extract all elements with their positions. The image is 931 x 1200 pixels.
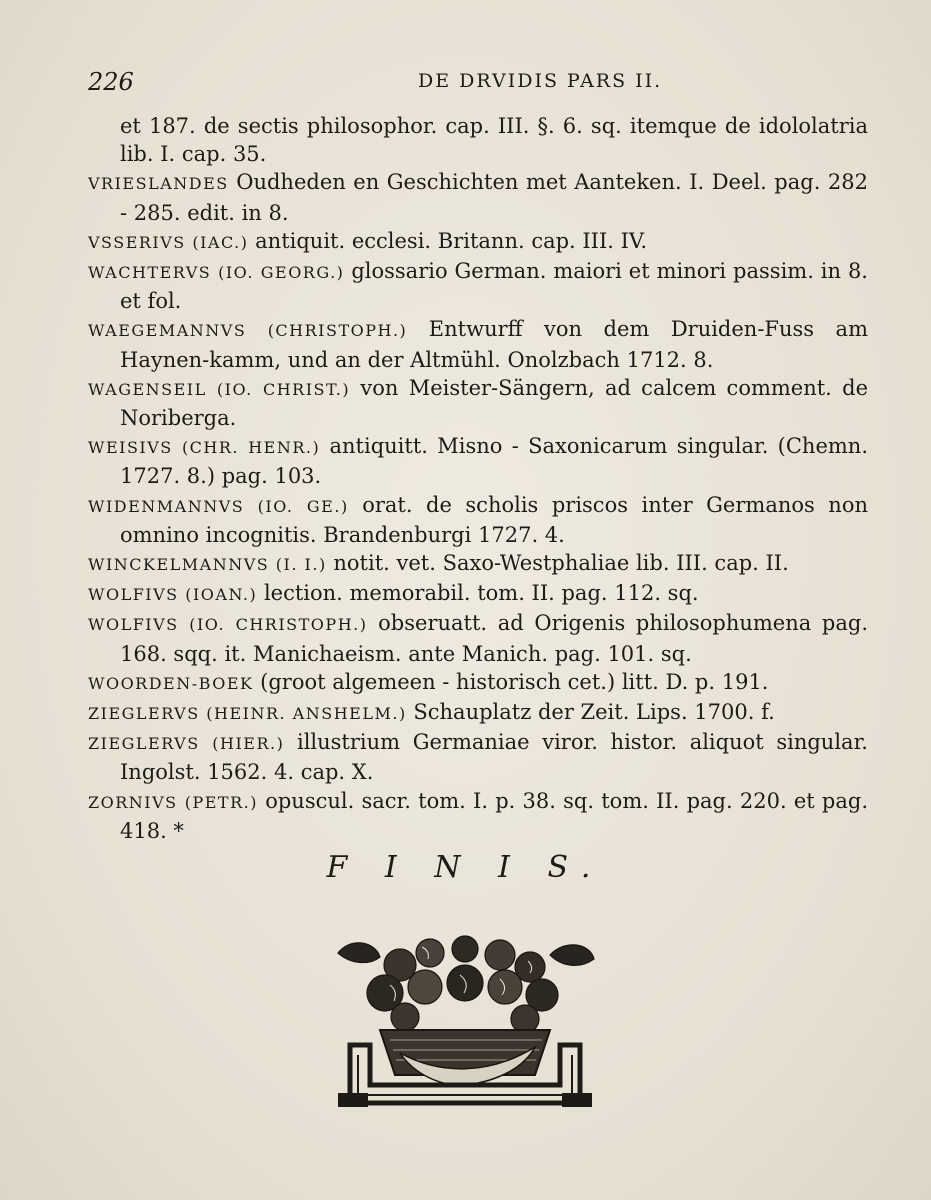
- fruit-basket-ornament: [330, 935, 600, 1110]
- bibliography-entry: [88, 609, 868, 667]
- bibliography-entry: [88, 168, 868, 226]
- entry-text: obseruatt. ad Origenis philosophumena pag. 168. sqq. it. Manichaeism. ante Manich. pag. 101. sq.: [120, 611, 869, 666]
- bibliography-entry: [88, 549, 868, 579]
- continuation-entry: et 187. de sectis philosophor. cap. III. §. 6. sq. itemque de idololatria lib. I. cap. 35.: [120, 114, 868, 167]
- entry-text: (groot algemeen - historisch cet.) litt. D. p. 191.: [260, 669, 769, 694]
- bibliography-entry: [88, 315, 868, 373]
- page-header: [88, 68, 868, 102]
- entry-author: ZORNIVS (PETR.): [88, 792, 258, 812]
- bibliography-list: [88, 112, 868, 845]
- entry-text: antiquitt. Misno - Saxonicarum singular. (Chemn. 1727. 8.) pag. 103.: [120, 434, 868, 489]
- entry-text: antiquit. ecclesi. Britann. cap. III. IV.: [255, 228, 648, 253]
- entry-author: ZIEGLERVS (HIER.): [88, 734, 285, 754]
- entry-author: WOLFIVS (IOAN.): [88, 585, 258, 605]
- entry-author: ZIEGLERVS (HEINR. ANSHELM.): [88, 704, 407, 724]
- entry-author: WAGENSEIL (IO. CHRIST.): [88, 379, 351, 399]
- bibliography-entry: [88, 227, 868, 257]
- entry-text: glossario German. maiori et minori passim. in 8. et fol.: [120, 259, 868, 314]
- entry-author: WAEGEMANNVS (CHRISTOPH.): [88, 321, 408, 341]
- entry-text: von Meister-Sängern, ad calcem comment. de Noriberga.: [120, 375, 868, 431]
- entry-text: Schauplatz der Zeit. Lips. 1700. f.: [413, 700, 775, 725]
- bibliography-entry: [88, 257, 868, 315]
- entry-author: WOLFIVS (IO. CHRISTOPH.): [88, 615, 368, 635]
- entry-text: Oudheden en Geschichten met Aanteken. I. Deel. pag. 282 - 285. edit. in 8.: [120, 170, 868, 225]
- entry-text: opuscul. sacr. tom. I. p. 38. sq. tom. II. pag. 220. et pag. 418. *: [120, 788, 868, 843]
- entry-author: WINCKELMANNVS (I. I.): [88, 555, 327, 575]
- entry-author: VRIESLANDES: [88, 174, 229, 194]
- bibliography-entry: [88, 698, 868, 728]
- entry-author: WOORDEN-BOEK: [88, 673, 254, 693]
- entry-text: Entwurff von dem Druiden-Fuss am Haynen-kamm, und an der Altmühl. Onolzbach 1712. 8.: [120, 317, 868, 372]
- bibliography-entry: [88, 728, 868, 786]
- entry-author: WEISIVS (CHR. HENR.): [88, 438, 321, 458]
- entry-author: VSSERIVS (IAC.): [88, 232, 249, 252]
- entry-author: WACHTERVS (IO. GEORG.): [88, 263, 345, 283]
- entry-text: notit. vet. Saxo-Westphaliae lib. III. cap. II.: [333, 551, 789, 576]
- entry-text: lection. memorabil. tom. II. pag. 112. sq.: [263, 581, 699, 606]
- entry-text: orat. de scholis priscos inter Germanos non omnino incognitis. Brandenburgi 1727. 4.: [120, 492, 868, 547]
- bibliography-entry: [88, 668, 868, 698]
- running-title: DE DRVIDIS PARS II.: [418, 70, 663, 92]
- entry-author: WIDENMANNVS (IO. GE.): [88, 496, 349, 516]
- bibliography-entry: [88, 491, 868, 549]
- finis-text: F I N I S.: [326, 850, 605, 885]
- bibliography-entry: [88, 579, 868, 609]
- bibliography-entry: [88, 374, 868, 432]
- entry-text: illustrium Germaniae viror. histor. aliquot singular. Ingolst. 1562. 4. cap. X.: [120, 730, 868, 785]
- bibliography-entry: [88, 787, 868, 845]
- bibliography-entry: [88, 432, 868, 490]
- page-number: 226: [88, 68, 134, 96]
